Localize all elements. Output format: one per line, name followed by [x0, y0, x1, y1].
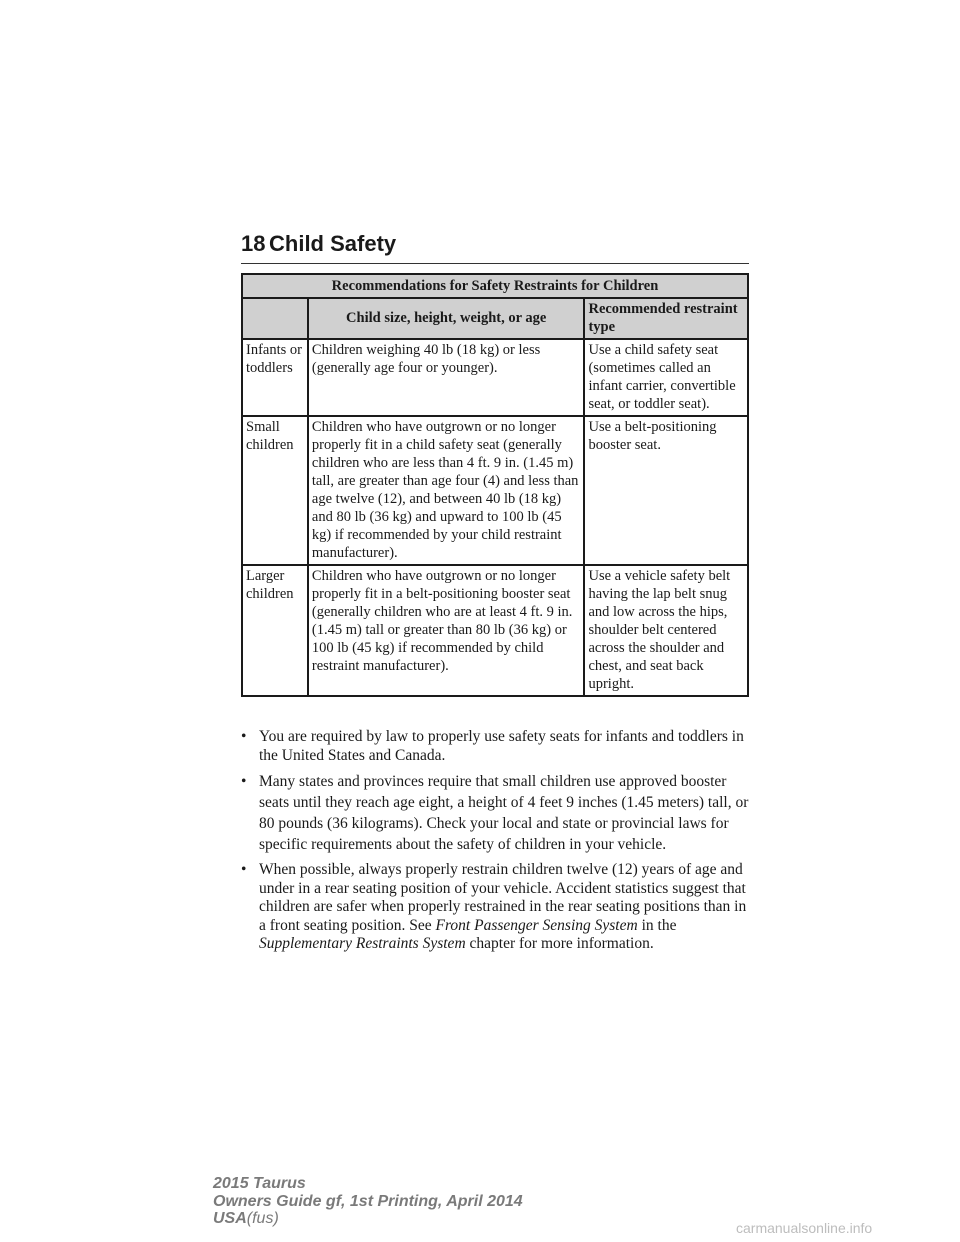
- bullet-text: When possible, always properly restrain children twelve (12) years of age and under in a rear seating position of your vehicle. Accident statistics suggest that children are safer when properly restrained in the rear seating positions than in a front seating position. See: [259, 861, 747, 934]
- bullet-text: Many states and provinces require that small children use approved booster seats until they reach age eight, a height of 4 feet 9 inches (1.45 meters) tall, or 80 pounds (36 kilograms). Check your local and state or provincial laws for specific requirements about the safety of children in your vehicle.: [259, 773, 749, 853]
- bullet-text: in the: [637, 916, 677, 934]
- row-restraint-cell: Use a belt-positioning booster seat.: [584, 416, 748, 565]
- document-footer: [213, 1175, 523, 1228]
- row-size-cell: Children weighing 40 lb (18 kg) or less (generally age four or younger).: [308, 339, 585, 416]
- table-title: Recommendations for Safety Restraints for Children: [242, 274, 748, 298]
- bullet-marker: •: [241, 861, 247, 878]
- watermark: carmanualsonline.info: [736, 1220, 873, 1236]
- bullet-marker: •: [241, 773, 247, 790]
- row-restraint-cell: Use a child safety seat (sometimes called an infant carrier, convertible seat, or toddler seat).: [584, 339, 748, 416]
- row-group-label: Larger children: [242, 565, 308, 696]
- bullet-list: [241, 728, 751, 960]
- restraint-recommendations-table: [241, 273, 749, 697]
- footer-market: [213, 1210, 523, 1228]
- footer-market-code: (fus): [246, 1210, 279, 1227]
- table-header-row: [242, 298, 748, 339]
- footer-model: 2015 Taurus: [213, 1175, 306, 1192]
- list-item: [241, 771, 751, 855]
- column-header-size: Child size, height, weight, or age: [308, 298, 585, 339]
- table-row: [242, 416, 748, 565]
- list-item: [241, 861, 751, 954]
- table-title-row: [242, 274, 748, 298]
- page-header: [241, 229, 749, 264]
- list-item: [241, 728, 751, 765]
- table-row: [242, 565, 748, 696]
- row-group-label: Small children: [242, 416, 308, 565]
- footer-market-name: USA: [213, 1210, 247, 1227]
- bullet-text: chapter for more information.: [465, 935, 654, 952]
- bullet-marker: •: [241, 728, 247, 745]
- cross-reference-link[interactable]: Supplementary Restraints System: [259, 935, 466, 952]
- footer-edition: Owners Guide gf, 1st Printing, April 2014: [213, 1192, 523, 1210]
- table-row: [242, 339, 748, 416]
- page-number: 18: [241, 231, 266, 256]
- column-header-blank: [242, 298, 308, 339]
- row-group-label: Infants or toddlers: [242, 339, 308, 416]
- cross-reference-link[interactable]: Front Passenger Sensing System: [435, 916, 638, 934]
- bullet-text: You are required by law to properly use safety seats for infants and toddlers in the United States and Canada.: [259, 728, 744, 764]
- row-size-cell: Children who have outgrown or no longer properly fit in a belt-positioning booster seat (generally children who are at least 4 ft. 9 in. (1.45 m) tall or greater than 80 lb (36 kg) or 100 lb (45 kg) if recommended by child restraint manufacturer).: [308, 565, 585, 696]
- chapter-title: Child Safety: [269, 231, 397, 256]
- column-header-restraint: Recommended restraint type: [584, 298, 748, 339]
- row-restraint-cell: Use a vehicle safety belt having the lap belt snug and low across the hips, shoulder belt centered across the shoulder and chest, and seat back upright.: [584, 565, 748, 696]
- row-size-cell: Children who have outgrown or no longer properly fit in a child safety seat (generally children who are less than 4 ft. 9 in. (1.45 m) tall, are greater than age four (4) and less than age twelve (12), and between 40 lb (18 kg) and 80 lb (36 kg) and upward to 100 lb (45 kg) if recommended by your child restraint manufacturer).: [308, 416, 585, 565]
